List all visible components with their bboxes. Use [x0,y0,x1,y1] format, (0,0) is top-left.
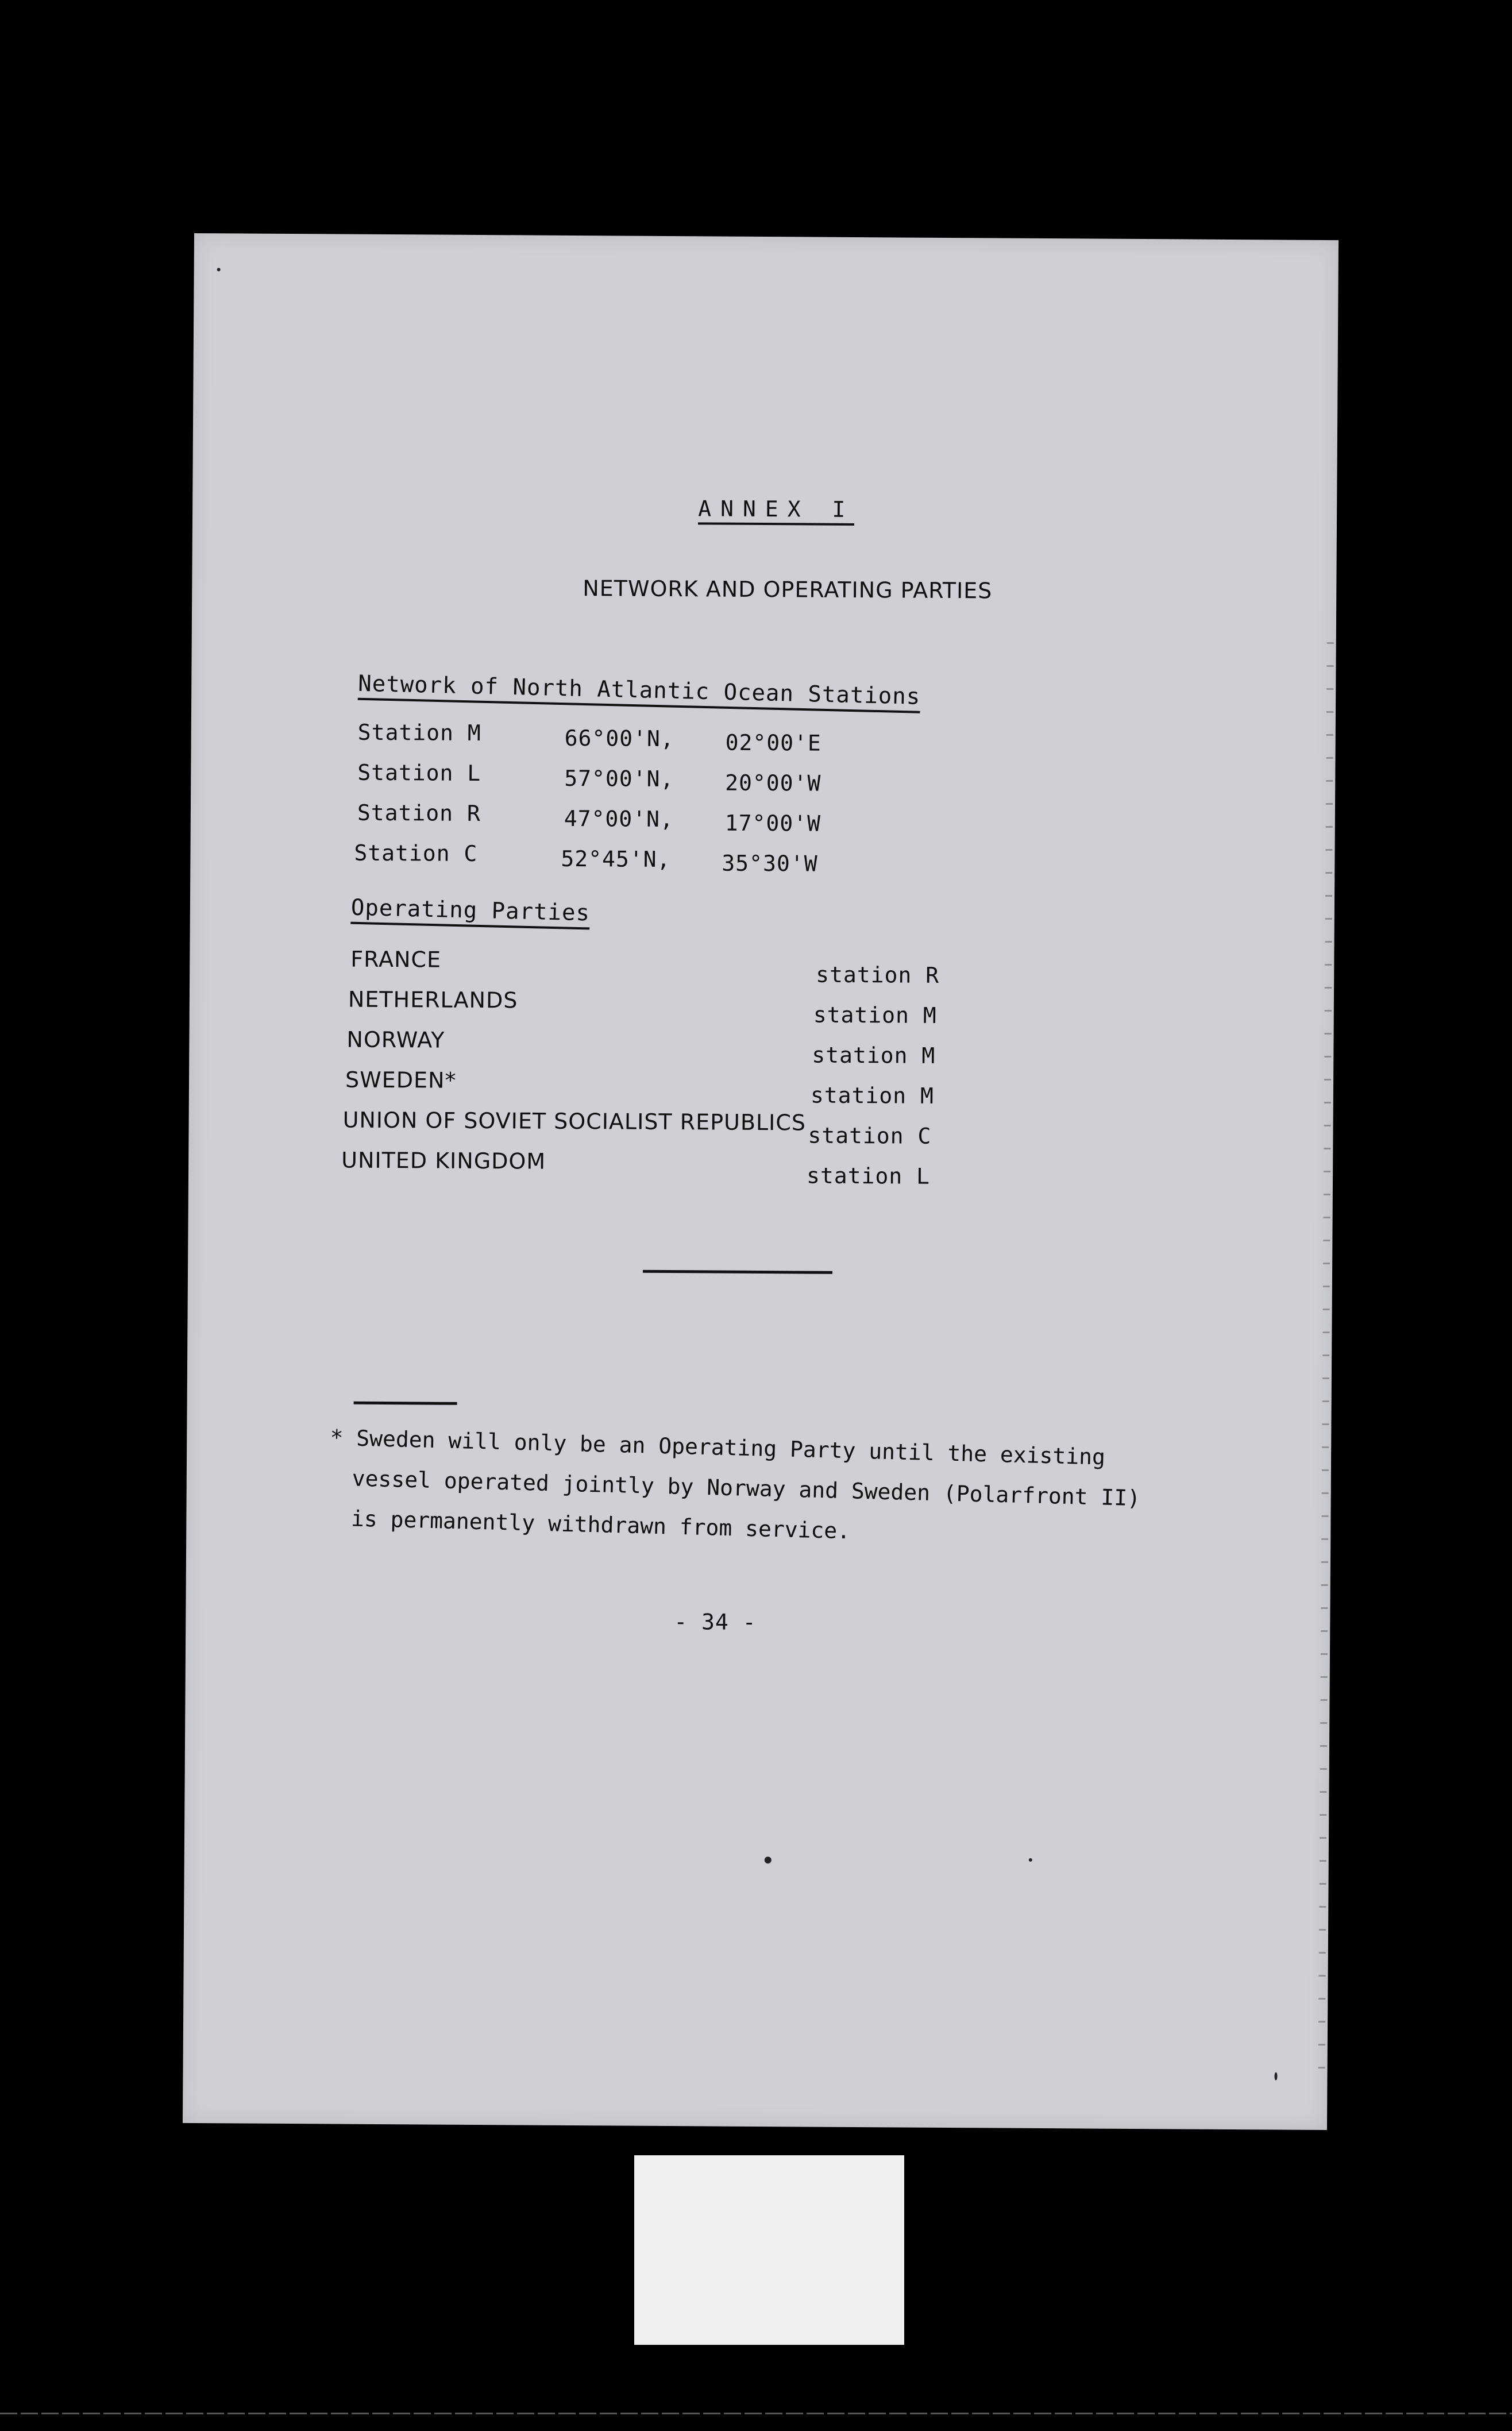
party-row [341,1147,1031,1189]
station-latitude: 47°00'N, [564,805,674,832]
dust-speck [1274,2072,1277,2080]
annex-title: ANNEX I [698,496,854,526]
party-name: UNITED KINGDOM [341,1147,546,1174]
party-name: NORWAY [346,1027,445,1053]
footnote-line: is permanently withdrawn from service. [350,1506,851,1544]
dust-speck [765,1857,772,1863]
party-row [345,1067,1035,1109]
party-station: station R [816,962,940,988]
party-station: station C [808,1122,932,1149]
station-longitude: 35°30'W [722,850,818,877]
party-row [348,986,1037,1028]
station-name: Station C [354,840,478,866]
operating-parties-heading: Operating Parties [350,895,590,930]
party-row [346,1027,1036,1066]
document-subtitle: NETWORK AND OPERATING PARTIES [583,576,993,604]
station-name: Station M [357,719,481,746]
station-name: Station L [357,759,481,786]
station-longitude: 02°00'E [725,730,821,756]
station-longitude: 20°00'W [725,770,821,796]
page-edge-specks [1318,642,1333,2078]
party-row [350,946,1040,988]
party-station: station L [806,1163,931,1189]
station-row [358,720,875,757]
station-latitude: 52°45'N, [561,846,671,873]
party-station: station M [810,1082,934,1109]
party-name: SWEDEN* [345,1067,457,1093]
station-row [357,760,874,797]
station-row [354,840,871,878]
document-page [183,233,1339,2130]
party-station: station M [813,1002,937,1028]
station-longitude: 17°00'W [724,810,821,836]
party-station: station M [812,1042,936,1068]
footnote-line: * Sweden will only be an Operating Party until the existing [330,1425,1106,1470]
station-name: Station R [357,800,481,827]
dust-speck [1029,1858,1032,1862]
page-number: - 34 - [674,1609,757,1635]
footnote-line: vessel operated jointly by Norway and Sweden (Polarfront II) [352,1465,1141,1511]
dust-speck [217,268,221,271]
footnote-rule [354,1402,457,1405]
party-name: FRANCE [350,946,442,973]
paper-slip [634,2155,904,2345]
station-row [357,800,874,838]
bottom-rule [0,2413,1512,2414]
station-latitude: 57°00'N, [564,765,674,792]
network-heading: Network of North Atlantic Ocean Stations [358,671,921,713]
footnote [327,1417,1142,1558]
station-latitude: 66°00'N, [564,725,674,752]
party-name: UNION OF SOVIET SOCIALIST REPUBLICS [342,1107,807,1136]
section-divider [643,1270,832,1274]
party-row [342,1107,1032,1149]
party-name: NETHERLANDS [348,986,518,1013]
